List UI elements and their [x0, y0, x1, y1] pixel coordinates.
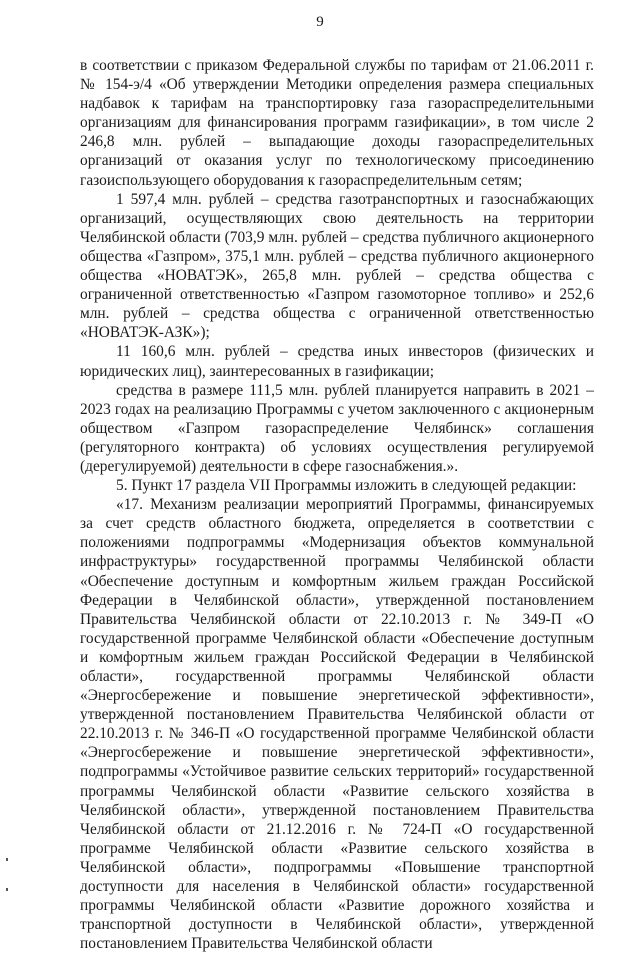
page-number: 9	[316, 14, 324, 30]
paragraph-gas-companies-funds: 1 597,4 млн. рублей – средства газотранспортных и газоснабжающих организаций, осуществляющих свою деятельность на территории Челябинской области (703,9 млн. рублей – средства публичного акционерного общества «Газпром», 375,1 млн. рублей – средства публичного акционерного общества «НОВАТЭК», 265,8 млн. рублей – средства общества с ограниченной ответственностью «Газпром газомоторное топливо» и 252,6 млн. рублей – средства общества с ограниченной ответственностью «НОВАТЭК-АЗК»);	[80, 190, 594, 342]
document-body	[80, 56, 594, 953]
paragraph-tariff-order: в соответствии с приказом Федеральной службы по тарифам от 21.06.2011 г. № 154-э/4 «Об утверждении Методики определения размера специальных надбавок к тарифам на транспортировку газа газораспределительными организациям для финансирования программ газификации», в том числе 2 246,8 млн. рублей – выпадающие доходы газораспределительных организаций от оказания услуг по технологическому присоединению газоиспользующего оборудования к газораспределительным сетям;	[80, 57, 594, 189]
paragraph-regulatory-contract: средства в размере 111,5 млн. рублей планируется направить в 2021 – 2023 годах на реализацию Программы с учетом заключенного с акционерным обществом «Газпром газораспределение Челябинск» соглашения (регуляторного контракта) об условиях осуществления регулируемой (дерегулируемой) деятельности в сфере газоснабжения.».	[80, 381, 594, 475]
paragraph-item-17-mechanism: «17. Механизм реализации мероприятий Программы, финансируемых за счет средств областного бюджета, определяется в соответствии с положениями подпрограммы «Модернизация объектов коммунальной инфраструктуры» государственной программы Челябинской области «Обеспечение доступным и комфортным жильем граждан Российской Федерации в Челябинской области», утвержденной постановлением Правительства Челябинской области от 22.10.2013 г. № 349-П «О государственной программе Челябинской области «Обеспечение доступным и комфортным жильем граждан Российской Федерации в Челябинской области», государственной программы Челябинской области «Энергосбережение и повышение энергетической эффективности», утвержденной постановлением Правительства Челябинской области от 22.10.2013 г. № 346-П «О государственной программе Челябинской области «Энергосбережение и повышение энергетической эффективности», подпрограммы «Устойчивое развитие сельских территорий» государственной программы Челябинской области «Развитие сельского хозяйства в Челябинской области», утвержденной постановлением Правительства Челябинской области от 21.12.2016 г. № 724-П «О государственной программе Челябинской области «Развитие сельского хозяйства в Челябинской области», подпрограммы «Повышение транспортной доступности для населения в Челябинской области» государственной программы Челябинской области «Развитие дорожного хозяйства и транспортной доступности в Челябинской области», утвержденной постановлением Правительства Челябинской области	[80, 496, 594, 953]
paragraph-item-5: 5. Пункт 17 раздела VII Программы изложить в следующей редакции:	[116, 477, 577, 495]
scan-edge-mark	[6, 888, 8, 891]
scan-edge-mark	[6, 858, 8, 861]
paragraph-other-investors: 11 160,6 млн. рублей – средства иных инвесторов (физических и юридических лиц), заинтересованных в газификации;	[80, 343, 594, 380]
